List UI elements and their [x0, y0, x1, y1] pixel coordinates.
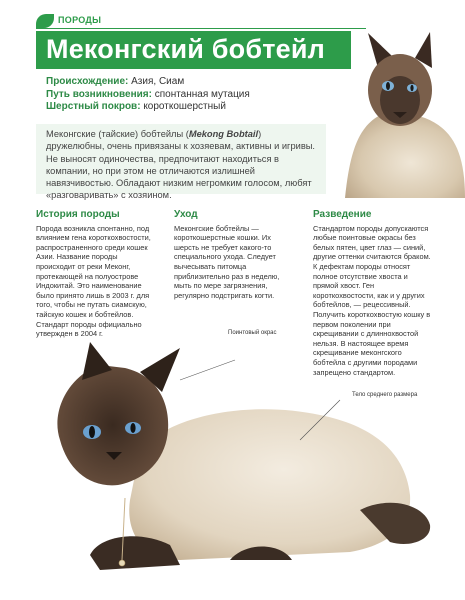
- care-column: [174, 210, 294, 300]
- fact-origin: [46, 76, 250, 89]
- fact-label: Шерстный покров:: [46, 101, 141, 112]
- intro-part: Меконгские (тайские) бобтейлы (: [46, 129, 189, 139]
- fact-value: короткошерстный: [143, 101, 226, 112]
- history-heading: История породы: [36, 209, 120, 220]
- breeding-text: Стандартом породы допускаются любые поинтовые окрасы без белых пятен, цвет глаз — синий, другие оттенки считаются браком. К дефектам породы относят полное отсутствие хвоста и прямой хвост. Ген короткохвостости, как и у других бобтейлов, — рецессивный. Получить короткохвостую кошку в первом поколении при скрещивании с длиннохвостой нельзя. В настоящее время скрещивание меконгского бобтейла с другими породами запрещено стандартом.: [313, 223, 431, 377]
- intro-part: ) дружелюбны, очень привязаны к хозяевам, активны и игривы. Не выносят одиночества, предпочитают находиться в компании, но при этом не отличаются излишней навязчивостью. Обладают низким негромким голосом, любят «разговаривать» с хозяином.: [46, 129, 316, 201]
- history-text: Порода возникла спонтанно, под влиянием гена короткохвостости, распространенного среди кошек Азии. Название породы происходит от реки Меконг, протекающей на полуострове Индокитай. Это наименование было принято лишь в 2003 г. для того, чтобы не путать сиамскую, тайскую кошек и бобтейлов. Стандарт породы официально утвержден в 2004 г.: [36, 223, 151, 339]
- intro-text: [46, 128, 321, 202]
- facts-list: [46, 76, 250, 114]
- cat-main-image: [30, 320, 450, 580]
- section-label: ПОРОДЫ: [58, 15, 102, 25]
- intro-breed-name: Mekong Bobtail: [188, 129, 259, 139]
- footer: [0, 592, 465, 600]
- fact-value: спонтанная мутация: [154, 88, 250, 100]
- care-text: Меконгские бобтейлы — короткошерстные кошки. Их шерсть не требует какого-то специального ухода. Следует вычесывать питомца приблизительно раз в неделю, мыть по мере загрязнения, регулярно подстригать когти.: [174, 223, 280, 300]
- header-divider: [36, 28, 366, 29]
- care-heading: Уход: [174, 209, 198, 220]
- callout-body: Тело среднего размера: [352, 392, 418, 398]
- fact-coat: [46, 101, 250, 114]
- fact-path: [46, 89, 250, 102]
- fact-label: Происхождение:: [46, 76, 129, 87]
- fact-value: Азия, Сиам: [131, 76, 185, 87]
- callout-color: Поинтовый окрас: [228, 330, 277, 336]
- fact-label: Путь возникновения:: [46, 88, 152, 100]
- breeding-heading: Разведение: [313, 209, 372, 220]
- page-title: Меконгский бобтейл: [46, 34, 326, 64]
- cat-portrait-image: [330, 28, 465, 198]
